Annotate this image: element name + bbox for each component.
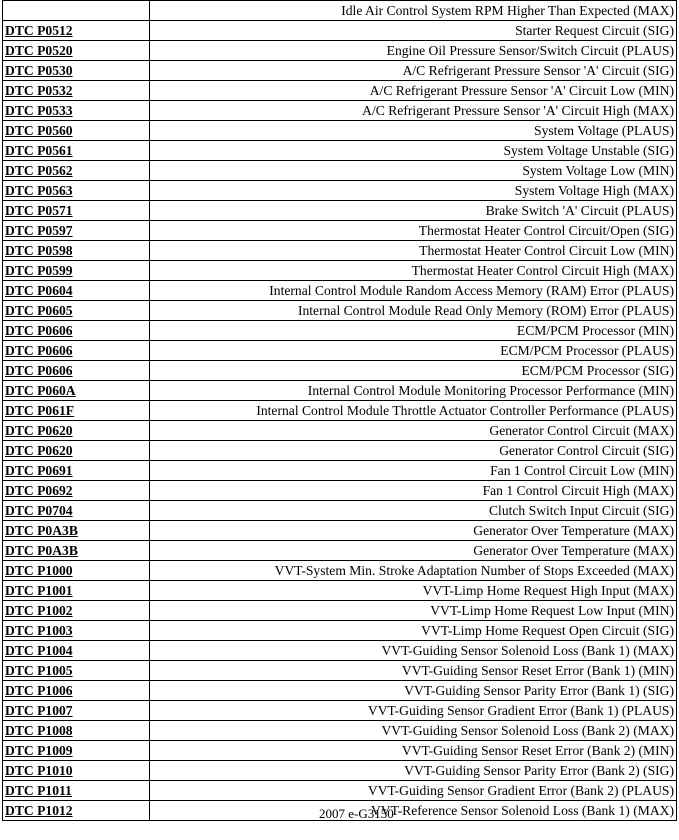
dtc-code-link[interactable]: DTC P1010 [5,763,73,778]
dtc-code-link[interactable]: DTC P0562 [5,163,73,178]
dtc-code-link[interactable]: DTC P0533 [5,103,73,118]
dtc-description-cell: ECM/PCM Processor (MIN) [150,321,677,341]
dtc-code-link[interactable]: DTC P0606 [5,323,73,338]
table-row [3,361,677,381]
dtc-description-cell: System Voltage Low (MIN) [150,161,677,181]
table-row [3,721,677,741]
dtc-code-cell [3,241,150,261]
table-row [3,121,677,141]
dtc-code-link[interactable]: DTC P1012 [5,803,73,818]
dtc-description-cell: Fan 1 Control Circuit High (MAX) [150,481,677,501]
table-row [3,461,677,481]
dtc-code-cell [3,561,150,581]
dtc-code-link[interactable]: DTC P0571 [5,203,73,218]
dtc-description-cell: System Voltage Unstable (SIG) [150,141,677,161]
dtc-description-cell: Idle Air Control System RPM Higher Than Expected (MAX) [150,1,677,21]
dtc-description-cell: VVT-Limp Home Request Open Circuit (SIG) [150,621,677,641]
dtc-description-cell: System Voltage (PLAUS) [150,121,677,141]
table-row [3,301,677,321]
dtc-code-cell [3,101,150,121]
dtc-table-body [3,1,677,821]
dtc-code-cell [3,581,150,601]
dtc-code-link[interactable]: DTC P0A3B [5,523,78,538]
table-row [3,321,677,341]
dtc-description-cell: VVT-Guiding Sensor Parity Error (Bank 2) (SIG) [150,761,677,781]
dtc-code-link[interactable]: DTC P0597 [5,223,73,238]
dtc-code-cell [3,301,150,321]
dtc-code-cell [3,661,150,681]
dtc-code-cell [3,781,150,801]
dtc-code-link[interactable]: DTC P1003 [5,623,73,638]
dtc-code-cell [3,401,150,421]
dtc-code-cell [3,221,150,241]
table-row [3,61,677,81]
dtc-description-cell: VVT-Guiding Sensor Solenoid Loss (Bank 2) (MAX) [150,721,677,741]
dtc-description-cell: Internal Control Module Read Only Memory (ROM) Error (PLAUS) [150,301,677,321]
dtc-code-link[interactable]: DTC P1004 [5,643,73,658]
dtc-description-cell: VVT-Guiding Sensor Gradient Error (Bank 1) (PLAUS) [150,701,677,721]
table-row [3,581,677,601]
table-row [3,101,677,121]
table-row [3,441,677,461]
dtc-description-cell: Thermostat Heater Control Circuit High (MAX) [150,261,677,281]
page-number: 2007 e-G3150 [319,806,394,821]
dtc-code-cell [3,1,150,21]
dtc-description-cell: VVT-Reference Sensor Solenoid Loss (Bank 1) (MAX) [150,801,677,821]
dtc-code-cell [3,421,150,441]
dtc-description-cell: ECM/PCM Processor (SIG) [150,361,677,381]
dtc-code-cell [3,21,150,41]
dtc-description-cell: VVT-System Min. Stroke Adaptation Number of Stops Exceeded (MAX) [150,561,677,581]
dtc-description-cell: VVT-Limp Home Request Low Input (MIN) [150,601,677,621]
dtc-description-cell: Generator Control Circuit (SIG) [150,441,677,461]
dtc-code-cell [3,521,150,541]
dtc-code-cell [3,161,150,181]
table-row [3,81,677,101]
dtc-code-cell [3,541,150,561]
dtc-code-link[interactable]: DTC P1011 [5,783,72,798]
dtc-code-link[interactable]: DTC P061F [5,403,75,418]
dtc-description-cell: Engine Oil Pressure Sensor/Switch Circuit (PLAUS) [150,41,677,61]
table-row [3,541,677,561]
dtc-code-link[interactable]: DTC P0620 [5,423,73,438]
dtc-code-link[interactable]: DTC P1001 [5,583,73,598]
table-row [3,701,677,721]
dtc-code-cell [3,741,150,761]
dtc-description-cell: Fan 1 Control Circuit Low (MIN) [150,461,677,481]
dtc-description-cell: A/C Refrigerant Pressure Sensor 'A' Circuit (SIG) [150,61,677,81]
table-row [3,341,677,361]
dtc-code-link[interactable]: DTC P0520 [5,43,73,58]
dtc-code-cell [3,701,150,721]
table-row [3,601,677,621]
dtc-description-cell: VVT-Limp Home Request High Input (MAX) [150,581,677,601]
dtc-code-cell [3,181,150,201]
dtc-code-link[interactable]: DTC P0563 [5,183,73,198]
table-row [3,501,677,521]
dtc-code-cell [3,321,150,341]
dtc-code-link[interactable]: DTC P0606 [5,363,73,378]
table-row [3,761,677,781]
table-row [3,21,677,41]
dtc-code-cell [3,41,150,61]
table-row [3,41,677,61]
table-row [3,201,677,221]
dtc-code-cell [3,361,150,381]
dtc-code-cell [3,501,150,521]
table-row [3,281,677,301]
dtc-code-link[interactable]: DTC P1007 [5,703,73,718]
dtc-description-cell: Generator Over Temperature (MAX) [150,541,677,561]
dtc-code-cell [3,801,150,821]
dtc-code-cell [3,721,150,741]
dtc-code-cell [3,201,150,221]
dtc-code-link[interactable]: DTC P0620 [5,443,73,458]
dtc-code-cell [3,141,150,161]
dtc-description-cell: Thermostat Heater Control Circuit Low (MIN) [150,241,677,261]
dtc-description-cell: A/C Refrigerant Pressure Sensor 'A' Circuit Low (MIN) [150,81,677,101]
dtc-code-link[interactable]: DTC P0704 [5,503,73,518]
dtc-description-cell: VVT-Guiding Sensor Reset Error (Bank 2) (MIN) [150,741,677,761]
dtc-description-cell: Clutch Switch Input Circuit (SIG) [150,501,677,521]
dtc-code-cell [3,81,150,101]
dtc-code-cell [3,681,150,701]
dtc-code-link[interactable]: DTC P1002 [5,603,73,618]
dtc-code-link[interactable]: DTC P1006 [5,683,73,698]
dtc-code-link[interactable]: DTC P0512 [5,23,73,38]
dtc-code-cell [3,261,150,281]
table-row [3,421,677,441]
dtc-description-cell: Generator Over Temperature (MAX) [150,521,677,541]
dtc-code-link[interactable]: DTC P0532 [5,83,73,98]
dtc-description-cell: A/C Refrigerant Pressure Sensor 'A' Circuit High (MAX) [150,101,677,121]
dtc-code-link[interactable]: DTC P0605 [5,303,73,318]
dtc-code-link[interactable]: DTC P0530 [5,63,73,78]
dtc-description-cell: Generator Control Circuit (MAX) [150,421,677,441]
dtc-code-cell [3,381,150,401]
dtc-description-cell: Internal Control Module Monitoring Processor Performance (MIN) [150,381,677,401]
dtc-code-cell [3,601,150,621]
dtc-code-cell [3,481,150,501]
table-row [3,801,677,821]
dtc-code-link[interactable]: DTC P0598 [5,243,73,258]
dtc-description-cell: Thermostat Heater Control Circuit/Open (SIG) [150,221,677,241]
table-row [3,381,677,401]
dtc-description-cell: VVT-Guiding Sensor Reset Error (Bank 1) (MIN) [150,661,677,681]
dtc-code-link[interactable]: DTC P0604 [5,283,73,298]
dtc-code-cell [3,121,150,141]
table-row [3,621,677,641]
table-row [3,561,677,581]
dtc-code-link[interactable]: DTC P0606 [5,343,73,358]
dtc-code-link[interactable]: DTC P0692 [5,483,73,498]
dtc-description-cell: ECM/PCM Processor (PLAUS) [150,341,677,361]
table-row [3,161,677,181]
dtc-code-link[interactable]: DTC P0561 [5,143,73,158]
dtc-description-cell: Brake Switch 'A' Circuit (PLAUS) [150,201,677,221]
dtc-code-link[interactable]: DTC P1005 [5,663,73,678]
table-row [3,681,677,701]
dtc-code-cell [3,461,150,481]
table-row [3,521,677,541]
dtc-code-link[interactable]: DTC P0A3B [5,543,78,558]
dtc-code-cell [3,761,150,781]
dtc-code-link[interactable]: DTC P0560 [5,123,73,138]
table-row [3,1,677,21]
dtc-code-link[interactable]: DTC P1009 [5,743,73,758]
table-row [3,401,677,421]
dtc-description-cell: Internal Control Module Random Access Memory (RAM) Error (PLAUS) [150,281,677,301]
dtc-code-cell [3,441,150,461]
dtc-description-cell: Starter Request Circuit (SIG) [150,21,677,41]
table-row [3,781,677,801]
dtc-code-cell [3,641,150,661]
dtc-code-cell [3,621,150,641]
table-row [3,241,677,261]
dtc-description-cell: System Voltage High (MAX) [150,181,677,201]
dtc-code-link[interactable]: DTC P1000 [5,563,73,578]
dtc-code-link[interactable]: DTC P060A [5,383,76,398]
table-row [3,661,677,681]
table-row [3,481,677,501]
table-row [3,741,677,761]
table-row [3,641,677,661]
dtc-description-cell: VVT-Guiding Sensor Solenoid Loss (Bank 1) (MAX) [150,641,677,661]
dtc-description-cell: Internal Control Module Throttle Actuator Controller Performance (PLAUS) [150,401,677,421]
dtc-code-link[interactable]: DTC P0599 [5,263,73,278]
dtc-table [2,0,677,821]
dtc-code-cell [3,281,150,301]
dtc-code-cell [3,341,150,361]
table-row [3,181,677,201]
table-row [3,261,677,281]
dtc-code-link[interactable]: DTC P0691 [5,463,73,478]
dtc-description-cell: VVT-Guiding Sensor Parity Error (Bank 1) (SIG) [150,681,677,701]
dtc-description-cell: VVT-Guiding Sensor Gradient Error (Bank 2) (PLAUS) [150,781,677,801]
dtc-code-link[interactable]: DTC P1008 [5,723,73,738]
dtc-code-cell [3,61,150,81]
table-row [3,141,677,161]
table-row [3,221,677,241]
dtc-table-container [2,0,677,821]
